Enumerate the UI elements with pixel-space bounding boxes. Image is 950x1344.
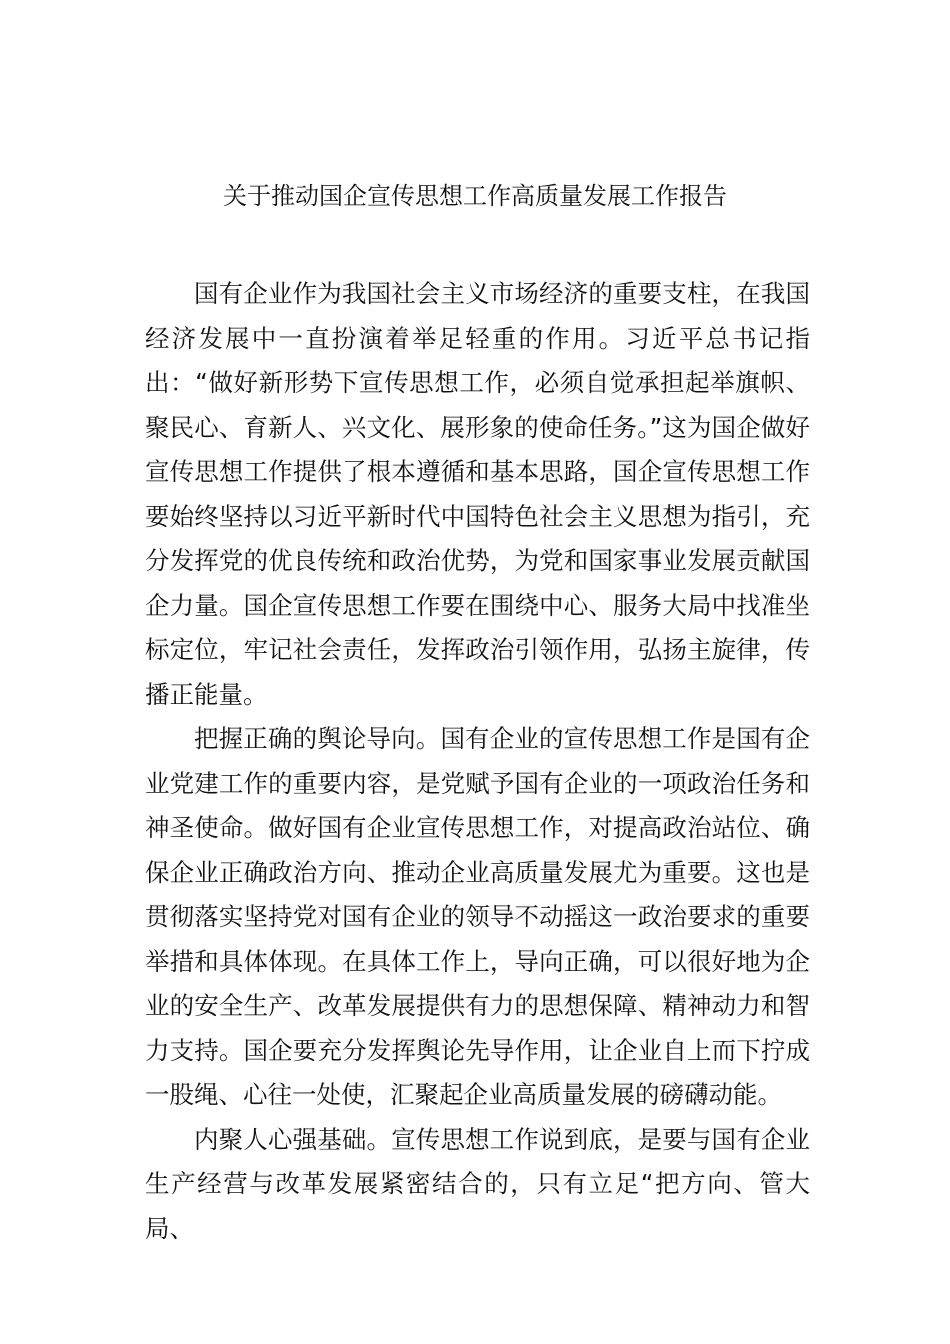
paragraph-intro: 国有企业作为我国社会主义市场经济的重要支柱，在我国经济发展中一直扮演着举足轻重的作用。习近平总书记指出：“做好新形势下宣传思想工作，必须自觉承担起举旗帜、聚民心、育新人、兴文化、展形象的使命任务。”这为国企做好宣传思想工作提供了根本遵循和基本思路，国企宣传思想工作要始终坚持以习近平新时代中国特色社会主义思想为指引，充分发挥党的优良传统和政治优势，为党和国家事业发展贡献国企力量。国企宣传思想工作要在围绕中心、服务大局中找准坐标定位，牢记社会责任，发挥政治引领作用，弘扬主旋律，传播正能量。 <box>145 279 810 709</box>
paragraph-cohesion: 内聚人心强基础。宣传思想工作说到底，是要与国有企业生产经营与改革发展紧密结合的，只有立足“把方向、管大局、 <box>145 1124 810 1243</box>
document-body <box>145 272 810 1251</box>
paragraph-public-opinion: 把握正确的舆论导向。国有企业的宣传思想工作是国有企业党建工作的重要内容，是党赋予国有企业的一项政治任务和神圣使命。做好国有企业宣传思想工作，对提高政治站位、确保企业正确政治方向、推动企业高质量发展尤为重要。这也是贯彻落实坚持党对国有企业的领导不动摇这一政治要求的重要举措和具体体现。在具体工作上，导向正确，可以很好地为企业的安全生产、改革发展提供有力的思想保障、精神动力和智力支持。国企要充分发挥舆论先导作用，让企业自上而下拧成一股绳、心往一处使，汇聚起企业高质量发展的磅礴动能。 <box>145 724 810 1109</box>
document-title: 关于推动国企宣传思想工作高质量发展工作报告 <box>223 182 727 210</box>
